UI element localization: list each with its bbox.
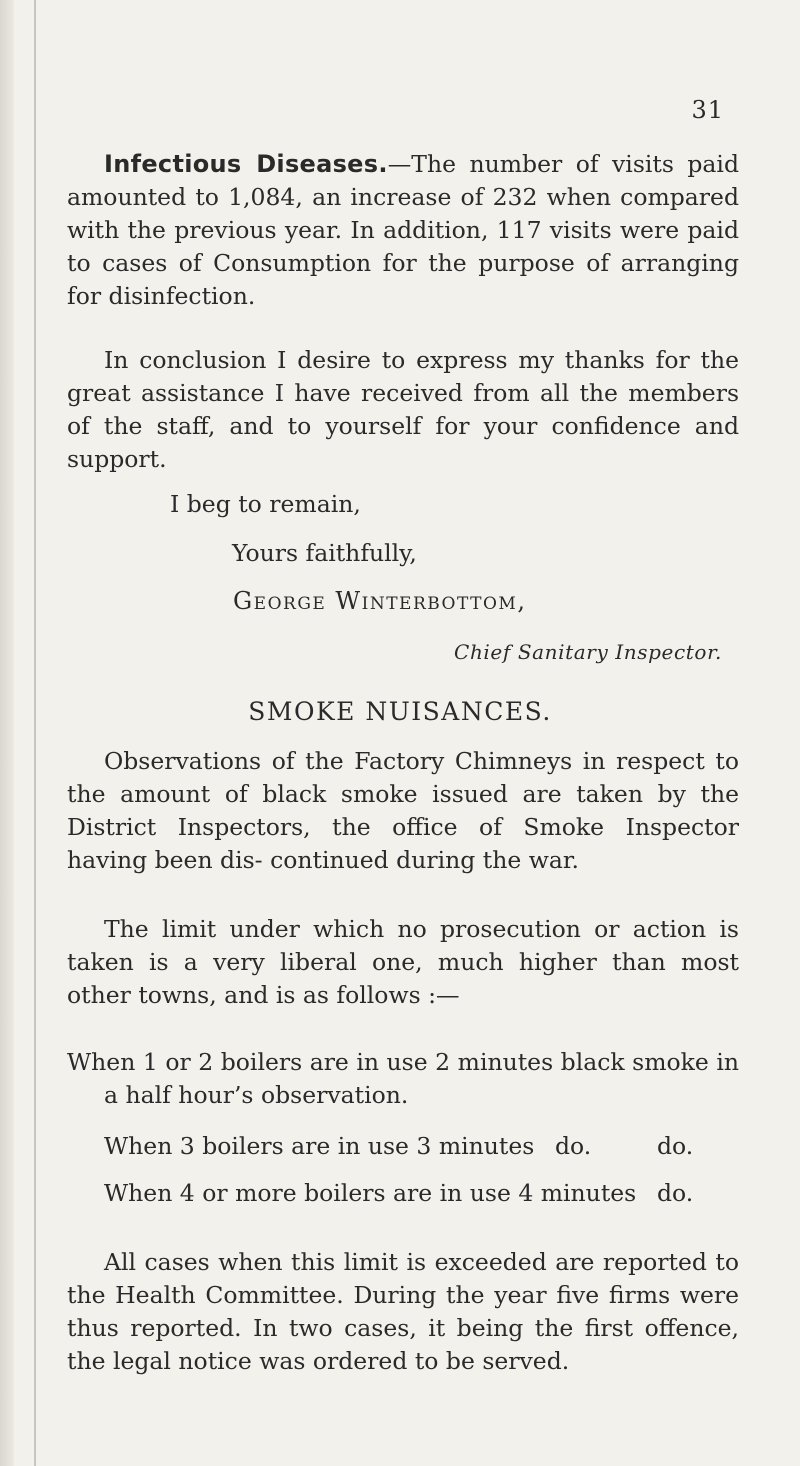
smoke-rule-3-text: When 3 boilers are in use 3 minutes xyxy=(104,1132,535,1160)
smoke-rule-1-2-boilers: When 1 or 2 boilers are in use 2 minutes black smoke in a half hour’s observation. xyxy=(67,1048,739,1109)
signature-name: George Winterbottom, xyxy=(233,587,527,615)
smoke-reported-paragraph: All cases when this limit is exceeded are reported to the Health Committee. During the year five firms were thus reported. In two cases, it being the first offence, the legal notice was ordered to be served. xyxy=(67,1248,739,1375)
smoke-rule-3-boilers xyxy=(104,1132,740,1160)
smoke-observations-paragraph: Observations of the Factory Chimneys in respect to the amount of black smoke issued are taken by the District Inspectors, the office of Smoke Inspector having been dis- continued during the war. xyxy=(67,747,739,874)
infectious-diseases-text: —The number of visits paid amounted to 1,084, an increase of 232 when compared with the previous year. In addition, 117 visits were paid to cases of Consumption for the purpose of arranging for disinfection. xyxy=(67,150,739,310)
signature-title: Chief Sanitary Inspector. xyxy=(454,640,722,664)
smoke-rule-4-boilers xyxy=(104,1179,740,1207)
ditto-mark: do. xyxy=(555,1132,592,1160)
ditto-mark: do. xyxy=(657,1132,694,1160)
page-number: 31 xyxy=(691,96,724,124)
smoke-limit-paragraph: The limit under which no prosecution or action is taken is a very liberal one, much higher than most other towns, and is as follows :— xyxy=(67,915,739,1009)
smoke-nuisances-title: SMOKE NUISANCES. xyxy=(248,697,552,726)
ditto-mark: do. xyxy=(657,1179,694,1207)
closing-remain: I beg to remain, xyxy=(170,490,361,518)
infectious-diseases-heading: Infectious Diseases. xyxy=(104,150,388,178)
conclusion-paragraph: In conclusion I desire to express my thanks for the great assistance I have received from all the members of the staff, and to yourself for your confidence and support. xyxy=(67,346,739,473)
closing-yours-faithfully: Yours faithfully, xyxy=(232,539,417,567)
infectious-diseases-paragraph xyxy=(67,148,739,313)
smoke-rule-4-text: When 4 or more boilers are in use 4 minutes xyxy=(104,1179,637,1207)
binding-edge xyxy=(0,0,14,1466)
binding-line xyxy=(34,0,36,1466)
